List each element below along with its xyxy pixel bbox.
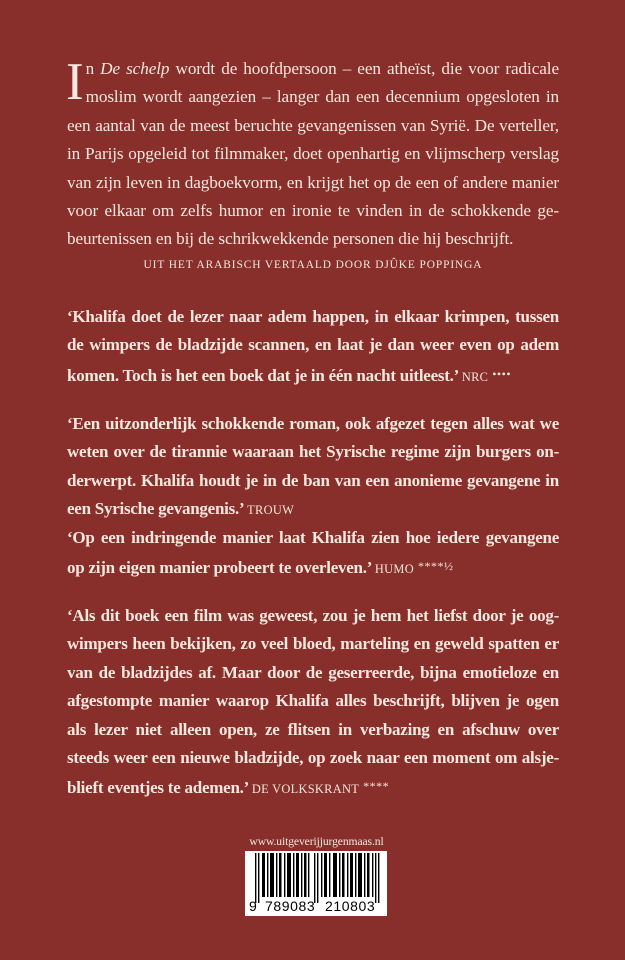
blurb-text: wordt de hoofdpersoon – een atheïst, die voor radicale moslim wordt aangezien – langer dan een decennium opgesloten in een aantal van de meest beruchte gevangenissen van Syrië. De verteller, in Parijs opgeleid tot filmmaker, doet openhartig en vlijmscherp verslag van zijn leven in dagboekvorm, en krijgt het op de een of andere manier voor elkaar om zelfs humor en ironie te vinden in de schokkende ge-beurtenissen en bij de schrikwekkende personen die hij beschrijft. — [67, 59, 559, 249]
blurb-lead: n — [85, 59, 101, 78]
rating-stars: ****½ — [417, 559, 454, 574]
quote-text: ‘Een uitzonderlijk schokkende roman, ook afgezet tegen alles wat we weten over de tirannie waaraan het Syrische regime zijn burgers on-derwerpt. Khalifa houdt je in de ban van een anonieme gevangene in een Syrische gevangenis.’ — [67, 414, 559, 519]
rating-stars: **** — [363, 779, 390, 794]
barcode-bars-icon — [253, 853, 381, 903]
isbn-left-group: 789083 — [265, 898, 316, 914]
review-quote-humo — [67, 524, 559, 584]
review-quote-trouw — [67, 410, 559, 525]
translator-credit: UIT HET ARABISCH VERTAALD DOOR DJÛKE POPPINGA — [143, 259, 483, 271]
review-quote-nrc — [67, 303, 559, 391]
quote-source: DE VOLKSKRANT — [251, 782, 360, 797]
quote-text: ‘Khalifa doet de lezer naar adem happen, in elkaar krimpen, tussen de wimpers de bladzijde scannen, en laat je dan weer even op adem komen. Toch is het een boek dat je in één nacht uitleest.’ — [67, 307, 559, 385]
isbn-right-group: 210803 — [325, 898, 376, 914]
quote-source: NRC — [461, 369, 489, 384]
book-title: De schelp — [100, 59, 170, 78]
quote-text: ‘Op een indringende manier laat Khalifa zien hoe iedere gevangene op zijn eigen manier probeert te overleven.’ — [67, 528, 559, 578]
quote-source: HUMO — [374, 562, 414, 577]
drop-cap: I — [66, 53, 84, 111]
blurb-paragraph — [67, 55, 559, 254]
quote-source: TROUW — [247, 503, 295, 518]
isbn-barcode — [245, 851, 387, 916]
quote-text: ‘Als dit boek een film was geweest, zou je hem het liefst door je oog-wimpers heen bekijken, zo veel bloed, marteling en geweld spatten er van de bladzijdes af. Maar door de geserreerde, bijna emotieloze en afgestompte manier waarop Khalifa alles beschrijft, blijven je ogen als lezer niet alleen open, ze flitsen in verbazing en afschuw over steeds weer een nieuwe bladzijde, op zoek naar een moment om alsje-blieft eventjes te ademen.’ — [67, 606, 559, 798]
rating-dots: •••• — [492, 366, 512, 381]
isbn-first-digit: 9 — [249, 898, 257, 914]
isbn-digits — [249, 898, 385, 914]
review-quote-volkskrant — [67, 602, 559, 804]
publisher-url: www.uitgeverijjurgenmaas.nl — [249, 835, 384, 848]
